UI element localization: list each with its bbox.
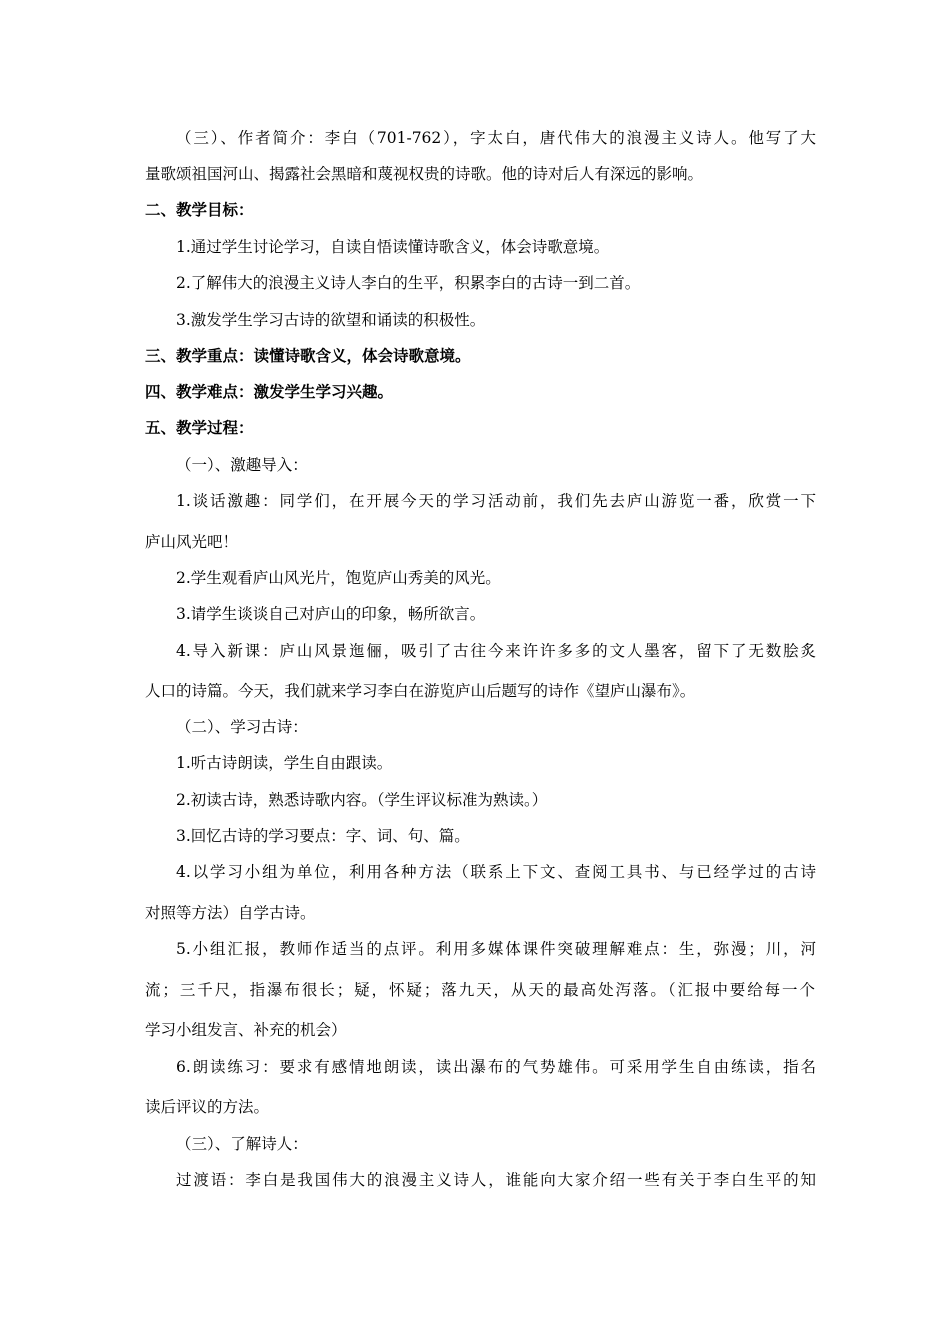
heading-teaching-goals: 二、教学目标： <box>145 200 254 219</box>
goal-item-1: 1.通过学生讨论学习，自读自悟读懂诗歌含义，体会诗歌意境。 <box>176 238 610 256</box>
heading-difficulties: 四、教学难点：激发学生学习兴趣。 <box>145 382 394 401</box>
goal-item-2: 2.了解伟大的浪漫主义诗人李白的生平，积累李白的古诗一到二首。 <box>176 274 641 292</box>
goal-item-3: 3.激发学生学习古诗的欲望和诵读的积极性。 <box>176 311 486 329</box>
intro-item-1-line-2: 庐山风光吧！ <box>145 533 239 551</box>
intro-item-3: 3.请学生谈谈自己对庐山的印象，畅所欲言。 <box>176 605 486 623</box>
study-item-5-line-3: 学习小组发言、补充的机会） <box>145 1021 347 1039</box>
study-item-5-line-1: 5.小组汇报，教师作适当的点评。利用多媒体课件突破理解难点：生，弥漫；川，河 <box>176 940 816 958</box>
intro-item-1-line-1: 1.谈话激趣：同学们，在开展今天的学习活动前，我们先去庐山游览一番，欣赏一下 <box>176 492 816 510</box>
intro-item-2: 2.学生观看庐山风光片，饱览庐山秀美的风光。 <box>176 569 501 587</box>
subheading-study-poem: （二）、学习古诗： <box>176 718 308 736</box>
study-item-4-line-1: 4.以学习小组为单位，利用各种方法（联系上下文、查阅工具书、与已经学过的古诗 <box>176 863 816 881</box>
study-item-3: 3.回忆古诗的学习要点：字、词、句、篇。 <box>176 827 470 845</box>
subheading-intro: （一）、激趣导入： <box>176 456 308 474</box>
heading-key-points: 三、教学重点：读懂诗歌含义，体会诗歌意境。 <box>145 346 471 365</box>
subheading-know-poet: （三）、了解诗人： <box>176 1135 308 1153</box>
transition-line: 过渡语：李白是我国伟大的浪漫主义诗人，谁能向大家介绍一些有关于李白生平的知 <box>176 1171 816 1189</box>
study-item-4-line-2: 对照等方法）自学古诗。 <box>145 904 316 922</box>
study-item-6-line-1: 6.朗读练习：要求有感情地朗读，读出瀑布的气势雄伟。可采用学生自由练读，指名 <box>176 1058 816 1076</box>
intro-item-4-line-2: 人口的诗篇。今天，我们就来学习李白在游览庐山后题写的诗作《望庐山瀑布》。 <box>145 682 696 700</box>
study-item-2: 2.初读古诗，熟悉诗歌内容。（学生评议标准为熟读。） <box>176 791 548 809</box>
intro-item-4-line-1: 4.导入新课：庐山风景迤俪，吸引了古往今来许许多多的文人墨客，留下了无数脍炙 <box>176 642 816 660</box>
heading-teaching-process: 五、教学过程： <box>145 418 254 437</box>
study-item-1: 1.听古诗朗读，学生自由跟读。 <box>176 754 393 772</box>
author-intro-line-2: 量歌颂祖国河山、揭露社会黑暗和蔑视权贵的诗歌。他的诗对后人有深远的影响。 <box>145 165 704 183</box>
study-item-6-line-2: 读后评议的方法。 <box>145 1098 270 1116</box>
author-intro-line-1: （三）、作者简介：李白（701-762），字太白，唐代伟大的浪漫主义诗人。他写了大 <box>176 129 816 147</box>
study-item-5-line-2: 流；三千尺，指瀑布很长；疑，怀疑；落九天，从天的最高处泻落。（汇报中要给每一个 <box>145 981 815 999</box>
